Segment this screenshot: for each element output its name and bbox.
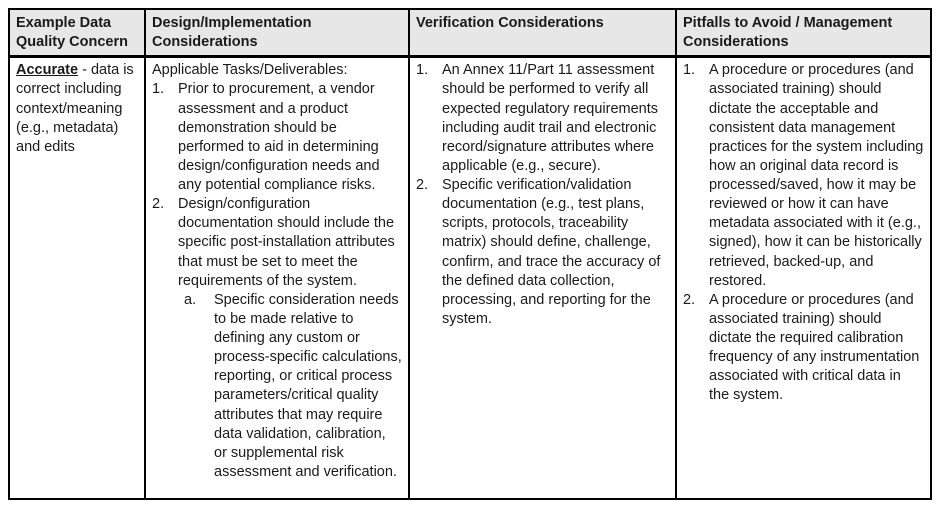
list-item-text: An Annex 11/Part 11 assessment should be performed to verify all expected regulatory requirements including audit trail and electronic record/signature attributes where applicable (e.g., secure). [442, 62, 659, 174]
design-intro: Applicable Tasks/Deliverables: [152, 62, 348, 79]
list-subitem-marker: a. [184, 291, 197, 308]
list-item [683, 61, 924, 291]
list-item-text: Specific verification/validation documentation (e.g., test plans, scripts, protocols, traceability matrix) should define, challenge, confirm, and trace the accuracy of the defined data collection, processing, and reporting for the system. [442, 177, 661, 327]
header-cell-design-implementation-considerations: Design/Implementation Considerations [146, 10, 410, 55]
list-item [152, 80, 402, 195]
header-cell-example-data-quality-concern: Example Data Quality Concern [10, 10, 146, 55]
list-item [152, 195, 402, 291]
concern-term: Accurate [16, 62, 79, 79]
table-header-row [10, 10, 930, 58]
cell-design-implementation-considerations [146, 58, 410, 498]
list-item-text: Prior to procurement, a vendor assessment and a product demonstration should be performed to aid in determining design/configuration needs and any potential compliance risks. [178, 81, 380, 193]
concern-description: - data is correct including context/meaning (e.g., metadata) and edits [16, 62, 134, 155]
list-subitem [184, 291, 402, 482]
list-item-number: 2. [416, 177, 429, 193]
header-cell-verification-considerations: Verification Considerations [410, 10, 677, 55]
cell-pitfalls-management-considerations [677, 58, 930, 498]
list-item-number: 1. [416, 62, 429, 79]
list-item [683, 291, 924, 406]
list-item-number: 2. [683, 291, 696, 308]
cell-example-data-quality-concern [10, 58, 146, 498]
list-item-number: 1. [152, 81, 165, 98]
header-cell-pitfalls-management-considerations: Pitfalls to Avoid / Management Considerations [683, 15, 893, 51]
list-item-text: Design/configuration documentation should include the specific post-installation attributes that must be set to meet the requirements of the system. [178, 196, 395, 289]
table-body-row [10, 58, 930, 498]
list-item [416, 176, 669, 329]
list-item-number: 2. [152, 196, 165, 213]
data-quality-table [8, 8, 932, 500]
cell-verification-considerations [410, 58, 677, 498]
list-subitem-text: Specific consideration needs to be made relative to defining any custom or process-specific calculations, reporting, or critical process parameters/critical quality attributes that may require data validation, calibration, or supplemental risk assessment and verification. [214, 291, 402, 480]
list-item-number: 1. [683, 62, 696, 79]
list-item-text: A procedure or procedures (and associated training) should dictate the required calibration frequency of any instrumentation associated with critical data in the system. [709, 291, 920, 404]
list-item-text: A procedure or procedures (and associated training) should dictate the acceptable and consistent data management practices for the system including how an original data record is processed/saved, how it may be reviewed or how it can have metadata associated with it (e.g., signed), how it can be historically retrieved, backed-up, and restored. [709, 62, 924, 289]
list-item [416, 61, 669, 176]
